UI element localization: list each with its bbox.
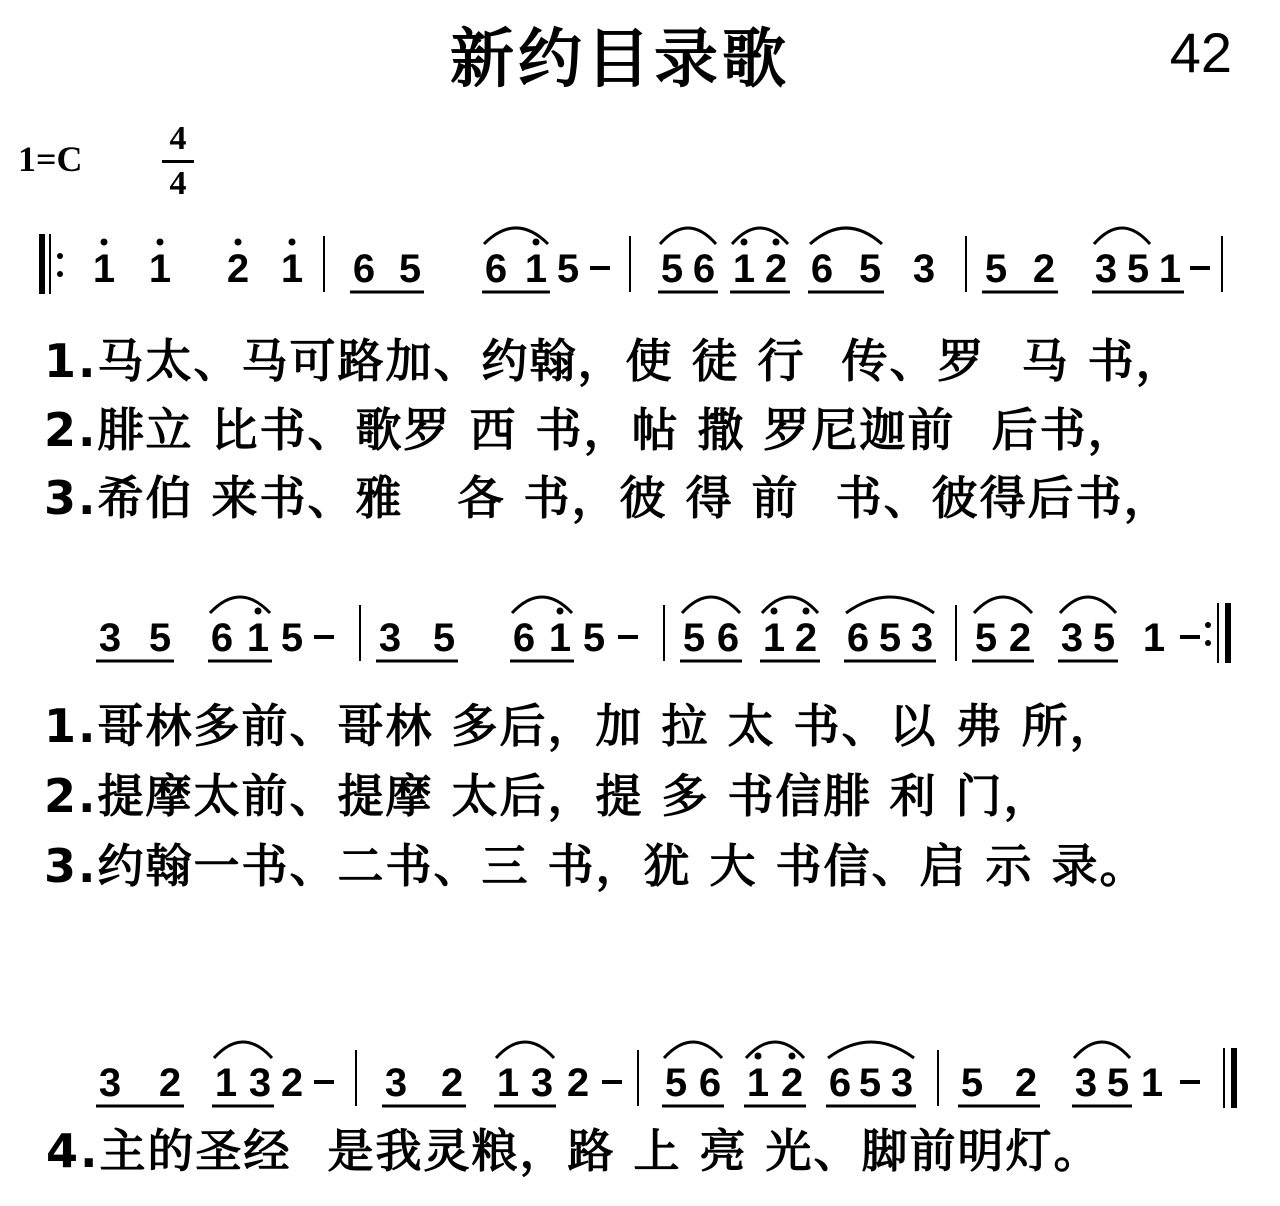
note-2: 2 xyxy=(280,1061,304,1105)
note-3: 3 xyxy=(384,1061,408,1105)
note-5: 5 xyxy=(682,616,706,660)
time-signature xyxy=(162,122,194,201)
note-5: 5 xyxy=(858,1061,882,1105)
notation-line-1 xyxy=(0,210,1280,320)
slur xyxy=(1094,228,1150,244)
note-3: 3 xyxy=(530,1061,554,1105)
note-2: 2 xyxy=(1014,1061,1038,1105)
high-octave-dot xyxy=(235,239,242,246)
high-octave-dot xyxy=(755,1053,762,1060)
slur xyxy=(214,1042,272,1058)
slur xyxy=(496,1042,554,1058)
lyric-line-2-verse-1: 1.哥林多前、哥林 多后，加 拉 太 书、以 弗 所， xyxy=(44,699,1118,753)
note-3: 3 xyxy=(890,1061,914,1105)
music-system-3 xyxy=(0,1010,1280,1190)
music-system-2 xyxy=(0,585,1280,905)
slur xyxy=(810,228,882,244)
note-1: 1 xyxy=(1142,616,1166,660)
note-6: 6 xyxy=(716,616,740,660)
note-3: 3 xyxy=(910,616,934,660)
note-2: 2 xyxy=(226,247,250,291)
lyric-line-1-verse-3: 3.希伯 来书、雅 各 书，彼 得 前 书、彼得后书， xyxy=(44,471,1172,525)
note-1: 1 xyxy=(1158,247,1182,291)
slur xyxy=(1074,1042,1130,1058)
note-5: 5 xyxy=(1106,1061,1130,1105)
notation-line-2 xyxy=(0,585,1280,695)
note-5: 5 xyxy=(960,1061,984,1105)
note-6: 6 xyxy=(210,616,234,660)
note-5: 5 xyxy=(974,616,998,660)
note-2: 2 xyxy=(1008,616,1032,660)
note-2: 2 xyxy=(764,247,788,291)
note-5: 5 xyxy=(984,247,1008,291)
note-6: 6 xyxy=(512,616,536,660)
notation-line-3 xyxy=(0,1010,1280,1120)
high-octave-dot xyxy=(101,239,108,246)
note-6: 6 xyxy=(692,247,716,291)
lyric-line-2-verse-2: 2.提摩太前、提摩 太后，提 多 书信腓 利 门， xyxy=(44,769,1052,823)
note-3: 3 xyxy=(912,247,936,291)
note-2: 2 xyxy=(794,616,818,660)
high-octave-dot xyxy=(803,608,810,615)
note-5: 5 xyxy=(1092,616,1116,660)
note-5: 5 xyxy=(582,616,606,660)
high-octave-dot xyxy=(557,608,564,615)
note-6: 6 xyxy=(352,247,376,291)
note-1-high: 1 xyxy=(732,247,756,291)
note-1-high: 1 xyxy=(246,616,270,660)
note-2: 2 xyxy=(1032,247,1056,291)
high-octave-dot xyxy=(771,608,778,615)
note-3: 3 xyxy=(1060,616,1084,660)
note-5: 5 xyxy=(556,247,580,291)
repeat-dot xyxy=(1205,640,1211,646)
high-octave-dot xyxy=(533,239,540,246)
song-title: 新约目录歌 xyxy=(450,23,790,97)
note-1-high: 1 xyxy=(148,247,172,291)
slur xyxy=(660,228,716,244)
lyric-line-3-verse-4: 4.主的圣经 是我灵粮，路 上 亮 光、脚前明灯。 xyxy=(46,1124,1102,1178)
slur xyxy=(1060,597,1116,613)
note-6: 6 xyxy=(810,247,834,291)
slur xyxy=(732,228,788,244)
time-signature-bottom: 4 xyxy=(169,165,187,202)
note-1: 1 xyxy=(496,1061,520,1105)
note-5: 5 xyxy=(1126,247,1150,291)
slur xyxy=(682,597,740,613)
note-3: 3 xyxy=(98,616,122,660)
page-number: 42 xyxy=(1169,21,1232,84)
repeat-dot xyxy=(57,253,63,259)
note-5: 5 xyxy=(280,616,304,660)
note-6: 6 xyxy=(698,1061,722,1105)
music-system-1 xyxy=(0,210,1280,530)
note-6: 6 xyxy=(828,1061,852,1105)
slur xyxy=(664,1042,722,1058)
note-5: 5 xyxy=(664,1061,688,1105)
slur xyxy=(846,597,934,613)
repeat-dot xyxy=(57,271,63,277)
key-signature: 1=C xyxy=(18,139,83,179)
time-signature-line xyxy=(162,160,194,163)
note-5: 5 xyxy=(398,247,422,291)
note-3: 3 xyxy=(1094,247,1118,291)
high-octave-dot xyxy=(255,608,262,615)
note-1-high: 1 xyxy=(762,616,786,660)
note-6: 6 xyxy=(484,247,508,291)
note-5: 5 xyxy=(432,616,456,660)
note-1-high: 1 xyxy=(280,247,304,291)
note-1: 1 xyxy=(1140,1061,1164,1105)
repeat-dot xyxy=(1205,622,1211,628)
note-3: 3 xyxy=(248,1061,272,1105)
note-1-high: 1 xyxy=(92,247,116,291)
note-1: 1 xyxy=(214,1061,238,1105)
lyric-line-1-verse-1: 1.马太、马可路加、约翰，使 徒 行 传、罗 马 书， xyxy=(44,334,1184,388)
time-signature-top: 4 xyxy=(169,120,187,157)
note-2: 2 xyxy=(566,1061,590,1105)
high-octave-dot xyxy=(289,239,296,246)
high-octave-dot xyxy=(157,239,164,246)
high-octave-dot xyxy=(741,239,748,246)
note-2: 2 xyxy=(440,1061,464,1105)
high-octave-dot xyxy=(773,239,780,246)
note-1-high: 1 xyxy=(746,1061,770,1105)
note-5: 5 xyxy=(148,616,172,660)
note-5: 5 xyxy=(858,247,882,291)
slur xyxy=(974,597,1032,613)
slur xyxy=(828,1042,914,1058)
note-3: 3 xyxy=(378,616,402,660)
lyric-line-1-verse-2: 2.腓立 比书、歌罗 西 书，帖 撒 罗尼迦前 后书， xyxy=(44,403,1136,457)
note-6: 6 xyxy=(846,616,870,660)
note-5: 5 xyxy=(878,616,902,660)
note-3: 3 xyxy=(1074,1061,1098,1105)
slur xyxy=(762,597,818,613)
note-3: 3 xyxy=(98,1061,122,1105)
high-octave-dot xyxy=(789,1053,796,1060)
note-2: 2 xyxy=(780,1061,804,1105)
note-2: 2 xyxy=(158,1061,182,1105)
note-1-high: 1 xyxy=(524,247,548,291)
lyric-line-2-verse-3: 3.约翰一书、二书、三 书，犹 大 书信、启 示 录。 xyxy=(44,839,1148,893)
note-1-high: 1 xyxy=(548,616,572,660)
note-5: 5 xyxy=(660,247,684,291)
